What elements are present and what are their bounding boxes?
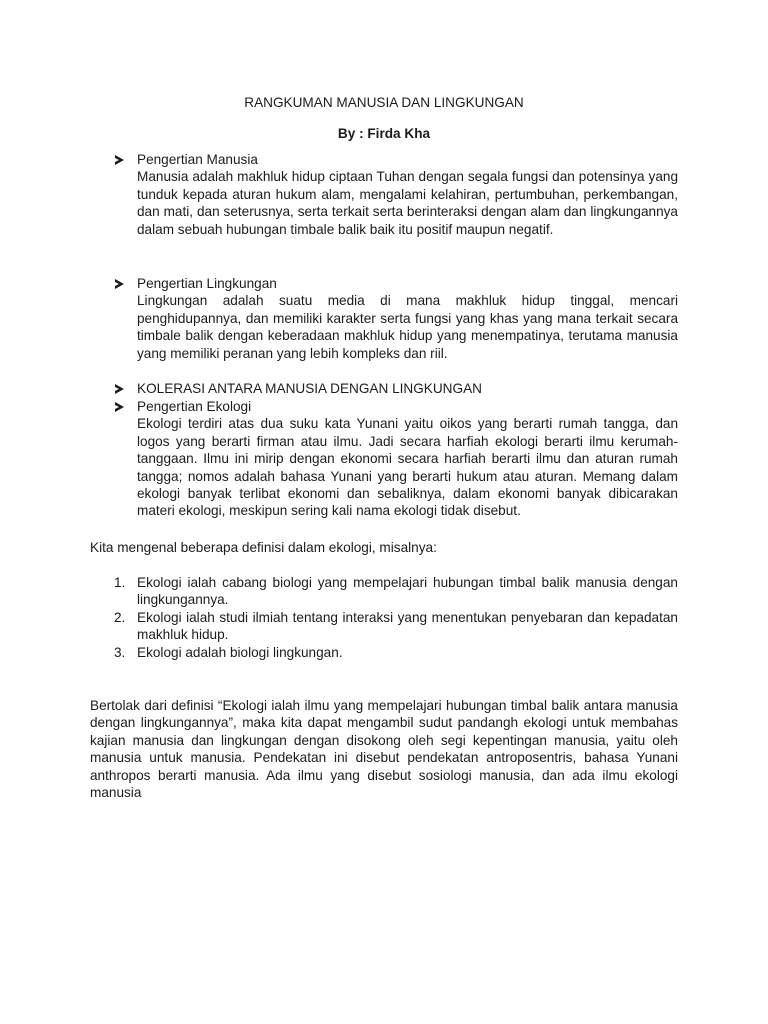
section-heading-row — [114, 151, 678, 168]
section-body: Lingkungan adalah suatu media di mana makhluk hidup tinggal, mencari penghidupannya, dan memiliki karakter serta fungsi yang khas yang mana terkait secara timbale balik dengan keberadaan makhluk hidup yang menempatinya, terutama manusia yang memiliki peranan yang lebih kompleks dan riil. — [137, 293, 678, 361]
list-item — [114, 574, 678, 609]
definitions-intro: Kita mengenal beberapa definisi dalam ekologi, misalnya: — [90, 540, 437, 555]
arrow-bullet-icon — [114, 380, 128, 397]
list-item-text: Ekologi ialah studi ilmiah tentang interaksi yang menentukan penyebaran dan kepadatan makhluk hidup. — [137, 609, 678, 643]
section-heading-row — [114, 380, 678, 397]
section-kolerasi — [114, 380, 678, 397]
list-item-number: 1. — [114, 575, 126, 590]
section-heading: Pengertian Manusia — [137, 152, 258, 167]
definitions-list — [114, 574, 678, 661]
section-pengertian-manusia — [114, 151, 678, 238]
list-item-number: 2. — [114, 609, 126, 625]
list-item — [114, 609, 678, 644]
list-item-text: Ekologi adalah biologi lingkungan. — [137, 644, 343, 660]
document-author: By : Firda Kha — [337, 126, 431, 141]
section-heading: KOLERASI ANTARA MANUSIA DENGAN LINGKUNGAN — [137, 381, 482, 396]
section-pengertian-ekologi — [114, 398, 678, 520]
section-pengertian-lingkungan — [114, 275, 678, 362]
document-title: RANGKUMAN MANUSIA DAN LINGKUNGAN — [244, 95, 524, 110]
section-heading-row — [114, 398, 678, 415]
closing-paragraph: Bertolak dari definisi “Ekologi ialah ilmu yang mempelajari hubungan timbal balik antara manusia dengan lingkungannya”, maka kita dapat mengambil sudut pandangh ekologi untuk membahas kajian manusia dan lingkungan dengan disokong oleh segi kepentingan manusia, yaitu oleh manusia untuk manusia. Pendekatan ini disebut pendekatan antroposentris, bahasa Yunani anthropos berarti manusia. Ada ilmu yang disebut sosiologi manusia, dan ada ilmu ekologi manusia — [90, 698, 678, 801]
list-item-number: 3. — [114, 644, 126, 660]
section-heading: Pengertian Ekologi — [137, 399, 252, 414]
section-body: Ekologi terdiri atas dua suku kata Yunani yaitu oikos yang berarti rumah tangga, dan logos yang berarti firman atau ilmu. Jadi secara harfiah ekologi berarti ilmu kerumah-tanggaan. Ilmu ini mirip dengan ekonomi secara harfiah berarti ilmu dan aturan rumah tangga; nomos adalah bahasa Yunani yang berarti hukum atau aturan. Memang dalam ekologi banyak terlibat ekonomi dan sebaliknya, dalam ekonomi banyak dibicarakan materi ekologi, meskipun sering kali nama ekologi tidak disebut. — [137, 416, 678, 519]
arrow-bullet-icon — [114, 151, 128, 168]
arrow-bullet-icon — [114, 398, 128, 415]
section-heading: Pengertian Lingkungan — [137, 276, 277, 291]
list-item-text: Ekologi ialah cabang biologi yang mempelajari hubungan timbal balik manusia dengan lingkungannya. — [137, 575, 678, 608]
section-heading-row — [114, 275, 678, 292]
arrow-bullet-icon — [114, 275, 128, 292]
section-body: Manusia adalah makhluk hidup ciptaan Tuhan dengan segala fungsi dan potensinya yang tunduk kepada aturan hukum alam, mengalami kelahiran, pertumbuhan, perkembangan, dan mati, dan seterusnya, serta terkait serta berinteraksi dengan alam dan lingkungannya dalam sebuah hubungan timbale balik baik itu positif maupun negatif. — [137, 169, 678, 237]
list-item — [114, 644, 678, 661]
